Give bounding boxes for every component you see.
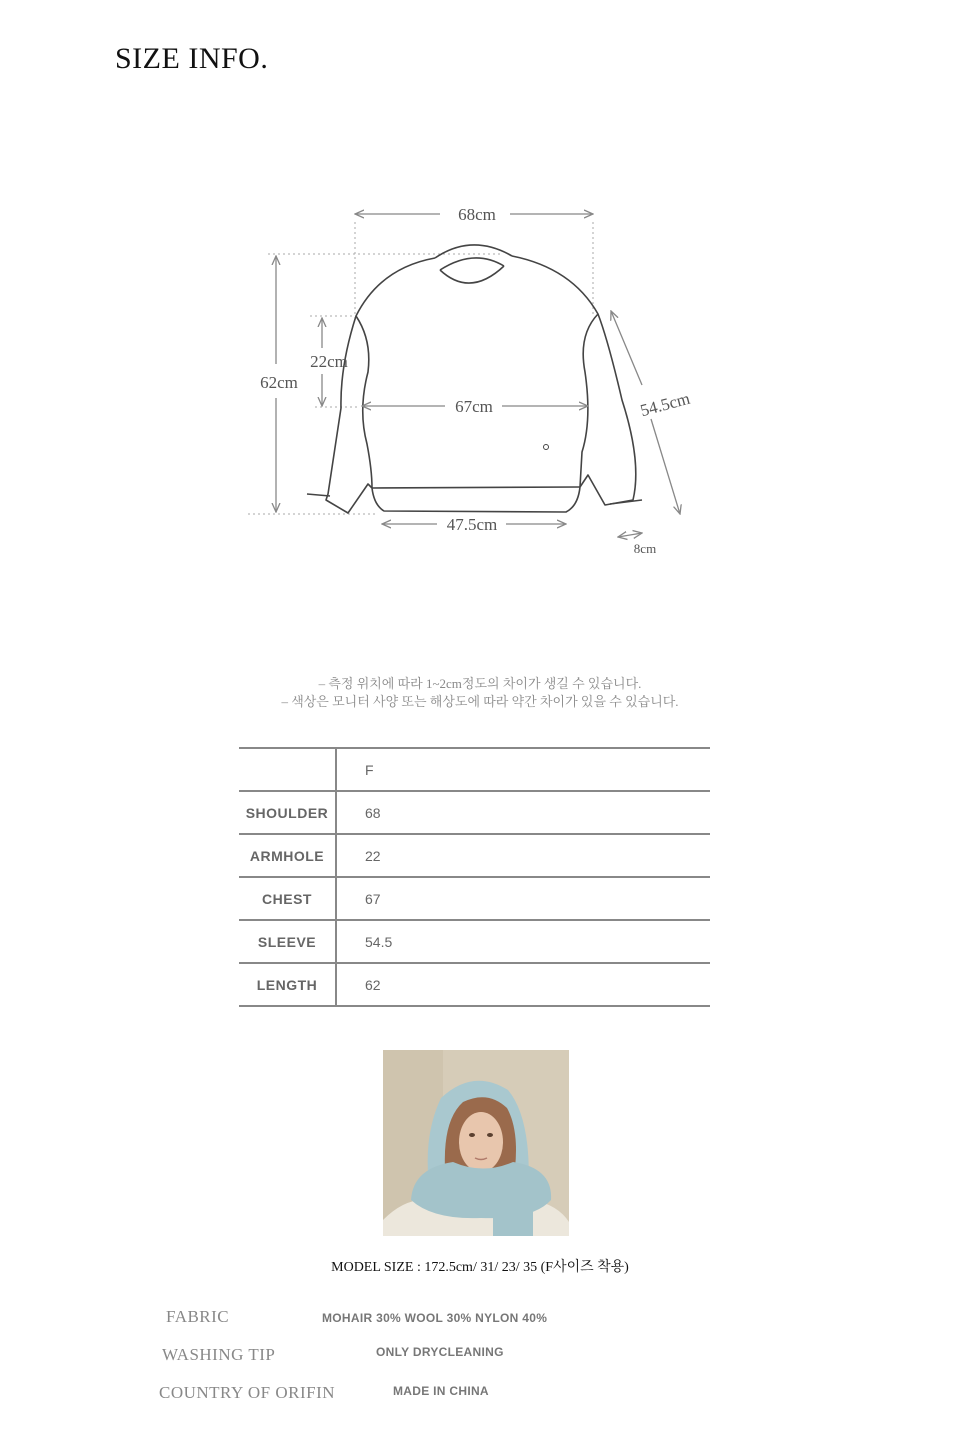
table-row bbox=[239, 791, 710, 834]
logo-dot bbox=[544, 445, 549, 450]
note-line: – 측정 위치에 따라 1~2cm정도의 차이가 생길 수 있습니다. bbox=[318, 676, 642, 691]
fabric-label: FABRIC bbox=[166, 1307, 230, 1326]
cuff-dim-label: 8cm bbox=[633, 541, 657, 556]
table-row bbox=[239, 963, 710, 1006]
row-value: 67 bbox=[336, 877, 710, 920]
neckband-inner bbox=[440, 258, 504, 270]
washing-tip-label: WASHING TIP bbox=[162, 1345, 276, 1364]
neckband-outer bbox=[435, 245, 512, 258]
hem-rib-line bbox=[372, 487, 580, 488]
page-title: SIZE INFO. bbox=[115, 42, 269, 75]
left-armhole-seam bbox=[356, 316, 372, 488]
measurement-notes bbox=[0, 675, 960, 711]
washing-tip-value: ONLY DRYCLEANING bbox=[376, 1345, 504, 1359]
sweater-body bbox=[326, 256, 636, 513]
row-label: CHEST bbox=[239, 877, 336, 920]
fabric-value: MOHAIR 30% WOOL 30% NYLON 40% bbox=[322, 1311, 548, 1325]
dimension-arrows bbox=[276, 214, 680, 537]
size-column-header: F bbox=[336, 748, 710, 791]
left-cuff-line bbox=[307, 494, 330, 496]
chest-dim-label: 67cm bbox=[455, 397, 493, 416]
country-value: MADE IN CHINA bbox=[393, 1384, 489, 1398]
length-dim-label: 62cm bbox=[260, 373, 298, 392]
row-value: 54.5 bbox=[336, 920, 710, 963]
size-table bbox=[239, 747, 710, 1007]
armhole-dim-label: 22cm bbox=[310, 352, 348, 371]
country-label: COUNTRY OF ORIFIN bbox=[159, 1383, 336, 1402]
model-size-caption: MODEL SIZE : 172.5cm/ 31/ 23/ 35 (F사이즈 착용) bbox=[331, 1260, 629, 1275]
table-row bbox=[239, 834, 710, 877]
model-photo bbox=[383, 1050, 569, 1236]
table-row bbox=[239, 877, 710, 920]
sweater-outline bbox=[307, 245, 642, 513]
note-line: – 색상은 모니터 사양 또는 해상도에 따라 약간 차이가 있을 수 있습니다. bbox=[281, 694, 679, 709]
table-header-row bbox=[239, 748, 710, 791]
table-corner-cell bbox=[239, 748, 336, 791]
row-value: 68 bbox=[336, 791, 710, 834]
hem-dim-label: 47.5cm bbox=[446, 515, 498, 534]
shoulder-dim-label: 68cm bbox=[458, 205, 496, 224]
row-label: ARMHOLE bbox=[239, 834, 336, 877]
row-value: 62 bbox=[336, 963, 710, 1006]
guide-lines bbox=[248, 222, 593, 514]
row-value: 22 bbox=[336, 834, 710, 877]
table-row bbox=[239, 920, 710, 963]
row-label: SLEEVE bbox=[239, 920, 336, 963]
right-armhole-seam bbox=[580, 314, 598, 487]
row-label: SHOULDER bbox=[239, 791, 336, 834]
neckband-front bbox=[440, 266, 504, 283]
sweater-size-diagram bbox=[240, 195, 720, 575]
sleeve-dim-label: 54.5cm bbox=[638, 388, 692, 421]
row-label: LENGTH bbox=[239, 963, 336, 1006]
